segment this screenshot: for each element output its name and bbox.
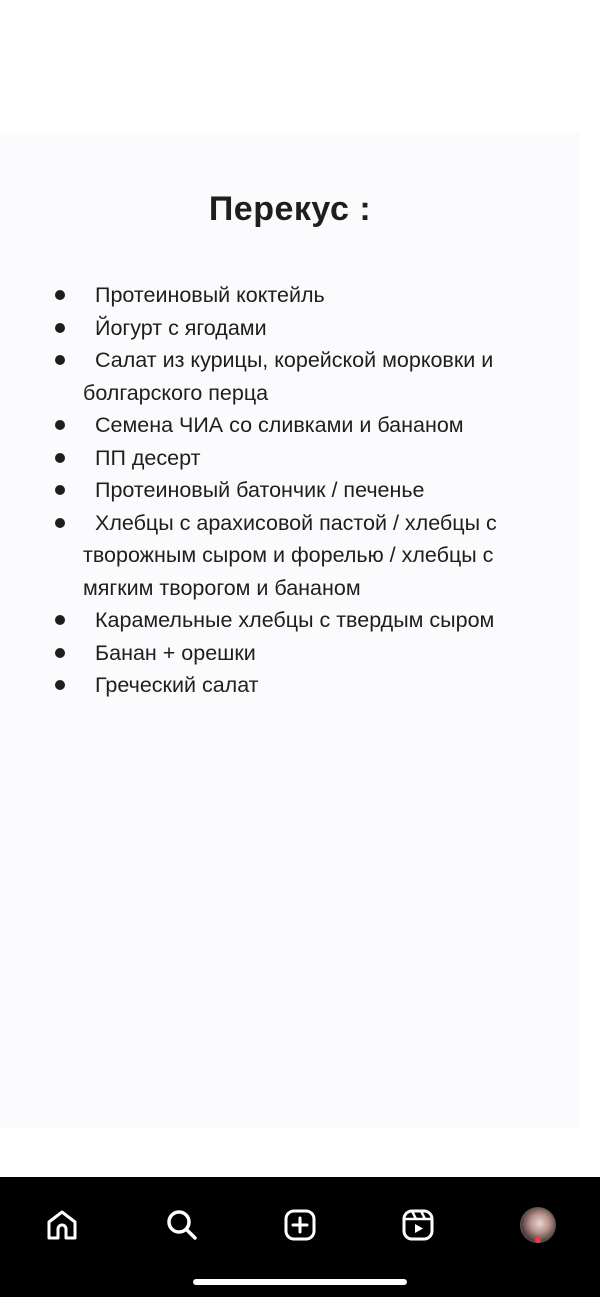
list-item — [55, 604, 545, 637]
bullet-icon — [55, 518, 65, 528]
list-item — [55, 344, 545, 409]
tab-search[interactable] — [151, 1195, 211, 1255]
notification-dot — [535, 1237, 541, 1243]
list-item-text: Греческий салат — [95, 673, 259, 697]
bullet-icon — [55, 615, 65, 625]
tab-create[interactable] — [270, 1195, 330, 1255]
list-item-text: Карамельные хлебцы с твердым сыром — [95, 608, 495, 632]
snack-list — [55, 279, 545, 702]
list-item-text: Протеиновый коктейль — [95, 283, 325, 307]
list-item-text: Йогурт с ягодами — [95, 315, 267, 340]
list-item — [55, 279, 545, 312]
list-item — [55, 507, 545, 605]
bullet-icon — [55, 323, 65, 333]
list-item — [55, 312, 545, 345]
bullet-icon — [55, 453, 65, 463]
search-icon — [163, 1207, 199, 1243]
bullet-icon — [55, 485, 65, 495]
post-title: Перекус : — [208, 190, 372, 228]
list-item — [55, 669, 545, 702]
tab-home[interactable] — [32, 1195, 92, 1255]
list-item-text: Семена ЧИА со сливками и бананом — [95, 413, 464, 437]
list-item — [55, 474, 545, 507]
home-indicator[interactable] — [193, 1279, 407, 1285]
tab-reels[interactable] — [388, 1195, 448, 1255]
list-item-text: Хлебцы с арахисовой пастой / хлебцы с творожным сыром и форелью / хлебцы с мягким творогом и бананом — [83, 510, 497, 600]
top-blank-area — [0, 0, 600, 132]
carousel-edge — [580, 132, 600, 1128]
home-icon — [44, 1207, 80, 1243]
list-item-text: Протеиновый батончик / печенье — [95, 478, 425, 502]
list-item-text: Салат из курицы, корейской морковки и болгарского перца — [83, 348, 494, 405]
create-icon — [282, 1207, 318, 1243]
list-item — [55, 637, 545, 670]
bottom-gap — [0, 1128, 600, 1177]
list-item-text: ПП десерт — [95, 445, 201, 470]
list-item — [55, 409, 545, 442]
bullet-icon — [55, 355, 65, 365]
bullet-icon — [55, 420, 65, 430]
tab-profile[interactable] — [508, 1195, 568, 1255]
bullet-icon — [55, 290, 65, 300]
reels-icon — [400, 1207, 436, 1243]
bullet-icon — [55, 648, 65, 658]
list-item — [55, 442, 545, 475]
list-item-text: Банан + орешки — [95, 640, 256, 665]
bullet-icon — [55, 680, 65, 690]
